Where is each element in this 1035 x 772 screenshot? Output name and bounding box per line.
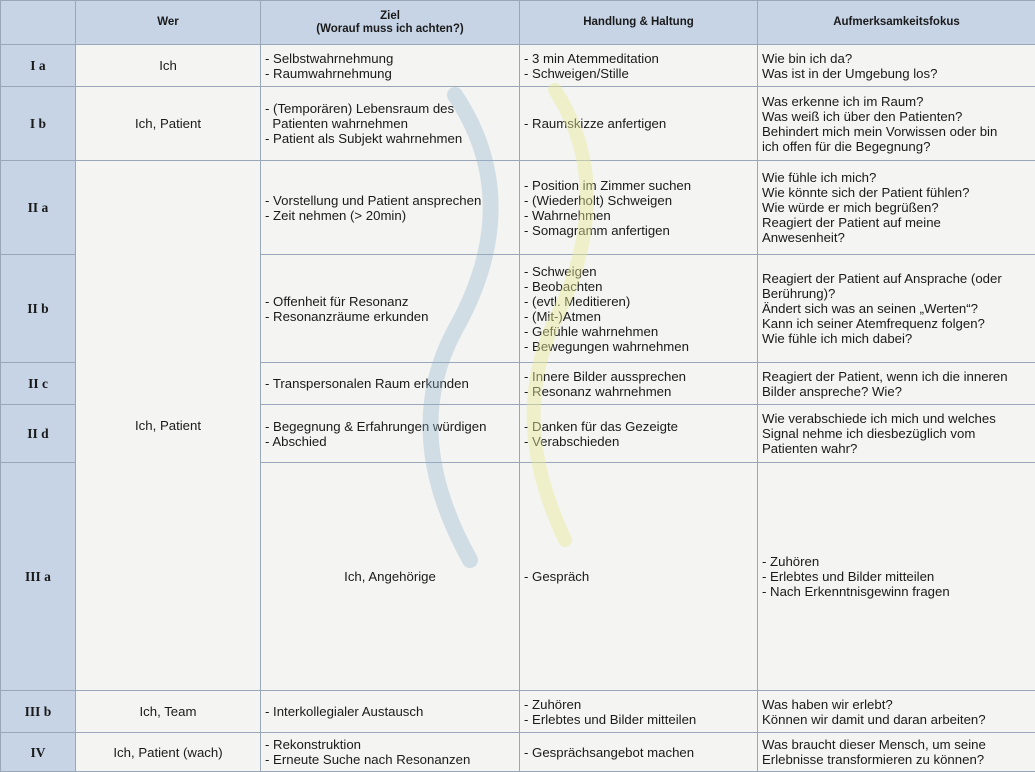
fokus-line: Signal nehme ich diesbezüglich vom (762, 426, 1031, 441)
ziel-cell (261, 87, 520, 161)
fokus-cell (758, 87, 1035, 161)
row-id: I a (1, 45, 76, 87)
wer-line: Patient (wach) (138, 745, 222, 760)
ziel-line: - Rekonstruktion (265, 737, 515, 752)
fokus-cell (758, 161, 1035, 255)
handlung-cell (520, 733, 758, 772)
fokus-line: Patienten wahr? (762, 441, 1031, 456)
handlung-cell (520, 363, 758, 405)
ziel-line: - Vorstellung und Patient ansprechen (265, 193, 515, 208)
handlung-line: - Somagramm anfertigen (524, 223, 753, 238)
header-handlung: Handlung & Haltung (520, 1, 758, 45)
ziel-cell (261, 161, 520, 255)
fokus-cell (758, 363, 1035, 405)
header-fokus: Aufmerksamkeitsfokus (758, 1, 1035, 45)
ziel-line: - Abschied (265, 434, 515, 449)
handlung-line: - Gesprächsangebot machen (524, 745, 753, 760)
ziel-cell (520, 463, 758, 691)
ziel-line: - Resonanzräume erkunden (265, 309, 515, 324)
ziel-line: - Offenheit für Resonanz (265, 294, 515, 309)
ziel-line: - Begegnung & Erfahrungen würdigen (265, 419, 515, 434)
fokus-line: Wie fühle ich mich dabei? (762, 331, 1031, 346)
wer-line: Ich, (135, 418, 156, 433)
fokus-line: Was weiß ich über den Patienten? (762, 109, 1031, 124)
fokus-line: Reagiert der Patient auf meine (762, 215, 1031, 230)
fokus-line: Wie könnte sich der Patient fühlen? (762, 185, 1031, 200)
handlung-line: - Verabschieden (524, 434, 753, 449)
ziel-cell (261, 405, 520, 463)
handlung-line: - Bewegungen wahrnehmen (524, 339, 753, 354)
wer-cell (261, 463, 520, 691)
ziel-line: - Zeit nehmen (> 20min) (265, 208, 515, 223)
handlung-line: - Beobachten (524, 279, 753, 294)
ziel-line: - Patient als Subjekt wahrnehmen (265, 131, 515, 146)
header-wer: Wer (76, 1, 261, 45)
handlung-line: - (evtl. Meditieren) (524, 294, 753, 309)
ziel-line: - (Temporären) Lebensraum des (265, 101, 515, 116)
fokus-line: Bilder anspreche? Wie? (762, 384, 1031, 399)
ziel-cell (261, 363, 520, 405)
wer-line: Angehörige (368, 569, 435, 584)
handlung-line: - (Wiederholt) Schweigen (524, 193, 753, 208)
ziel-line: - Selbstwahrnehmung (265, 51, 515, 66)
wer-cell (76, 691, 261, 733)
fokus-cell (758, 405, 1035, 463)
handlung-line: - Gefühle wahrnehmen (524, 324, 753, 339)
wer-cell (76, 161, 261, 691)
ziel-cell (261, 691, 520, 733)
handlung-line: - Zuhören (524, 697, 753, 712)
ziel-cell (261, 733, 520, 772)
fokus-cell (758, 733, 1035, 772)
ziel-cell (261, 255, 520, 363)
header-ziel-line1: Ziel (380, 10, 400, 22)
fokus-line: Reagiert der Patient, wenn ich die inneren (762, 369, 1031, 384)
fokus-line: Wie fühle ich mich? (762, 170, 1031, 185)
table-row (1, 161, 1035, 255)
handlung-line: - Danken für das Gezeigte (524, 419, 753, 434)
wer-line: Patient (160, 116, 201, 131)
row-id: I b (1, 87, 76, 161)
fokus-cell (758, 255, 1035, 363)
fokus-cell (758, 691, 1035, 733)
fokus-cell (758, 45, 1035, 87)
handlung-cell (520, 255, 758, 363)
handlung-line: - Erlebtes und Bilder mitteilen (762, 569, 1031, 584)
table-row (1, 45, 1035, 87)
fokus-line: Wie würde er mich begrüßen? (762, 200, 1031, 215)
row-id: II a (1, 161, 76, 255)
fokus-line: Können wir damit und daran arbeiten? (762, 712, 1031, 727)
handlung-line: - Raumskizze anfertigen (524, 116, 753, 131)
fokus-line: Was erkenne ich im Raum? (762, 94, 1031, 109)
handlung-cell (758, 463, 1035, 691)
fokus-line: Behindert mich mein Vorwissen oder bin (762, 124, 1031, 139)
handlung-cell (520, 691, 758, 733)
handlung-cell (520, 87, 758, 161)
ziel-line: - Raumwahrnehmung (265, 66, 515, 81)
handlung-line: - (Mit-)Atmen (524, 309, 753, 324)
fokus-line: Berührung)? (762, 286, 1031, 301)
handlung-line: - Position im Zimmer suchen (524, 178, 753, 193)
fokus-line: Was haben wir erlebt? (762, 697, 1031, 712)
ziel-line: - Gespräch (524, 569, 753, 584)
handlung-line: - 3 min Atemmeditation (524, 51, 753, 66)
fokus-line: Wie verabschiede ich mich und welches (762, 411, 1031, 426)
table-row (1, 691, 1035, 733)
header-id (1, 1, 76, 45)
table-row (1, 733, 1035, 772)
fokus-line: Erlebnisse transformieren zu können? (762, 752, 1031, 767)
ziel-line: - Erneute Suche nach Resonanzen (265, 752, 515, 767)
ziel-line: - Interkollegialer Austausch (265, 704, 515, 719)
wer-line: Ich, (344, 569, 365, 584)
row-id: II c (1, 363, 76, 405)
wer-line: Patient (160, 418, 201, 433)
handlung-line: - Schweigen/Stille (524, 66, 753, 81)
ziel-line: - Transpersonalen Raum erkunden (265, 376, 515, 391)
handlung-line: - Wahrnehmen (524, 208, 753, 223)
table-row (1, 87, 1035, 161)
fokus-line: Ändert sich was an seinen „Werten“? (762, 301, 1031, 316)
fokus-line: Wie bin ich da? (762, 51, 1031, 66)
wer-line: Ich, (140, 704, 161, 719)
handlung-line: - Schweigen (524, 264, 753, 279)
handlung-cell (520, 161, 758, 255)
wer-line: Ich (159, 58, 177, 73)
ziel-line: Patienten wahrnehmen (265, 116, 515, 131)
handlung-line: - Nach Erkenntnisgewinn fragen (762, 584, 1031, 599)
fokus-line: Kann ich seiner Atemfrequenz folgen? (762, 316, 1031, 331)
handlung-line: - Innere Bilder aussprechen (524, 369, 753, 384)
row-id: III b (1, 691, 76, 733)
header-ziel-line2: (Worauf muss ich achten?) (316, 23, 463, 35)
fokus-line: Reagiert der Patient auf Ansprache (oder (762, 271, 1031, 286)
row-id: III a (1, 463, 76, 691)
wer-cell (76, 87, 261, 161)
wer-line: Team (164, 704, 196, 719)
handlung-line: - Erlebtes und Bilder mitteilen (524, 712, 753, 727)
handlung-cell (520, 45, 758, 87)
row-id: II d (1, 405, 76, 463)
wer-line: Ich, (113, 745, 134, 760)
fokus-line: ich offen für die Begegnung? (762, 139, 1031, 154)
wer-cell (76, 733, 261, 772)
fokus-line: Was braucht dieser Mensch, um seine (762, 737, 1031, 752)
header-row (1, 1, 1035, 45)
handlung-cell (520, 405, 758, 463)
row-id: IV (1, 733, 76, 772)
ziel-cell (261, 45, 520, 87)
header-ziel (261, 1, 520, 45)
wer-cell (76, 45, 261, 87)
wer-line: Ich, (135, 116, 156, 131)
row-id: II b (1, 255, 76, 363)
fokus-line: Was ist in der Umgebung los? (762, 66, 1031, 81)
handlung-line: - Zuhören (762, 554, 1031, 569)
handlung-line: - Resonanz wahrnehmen (524, 384, 753, 399)
fokus-line: Anwesenheit? (762, 230, 1031, 245)
